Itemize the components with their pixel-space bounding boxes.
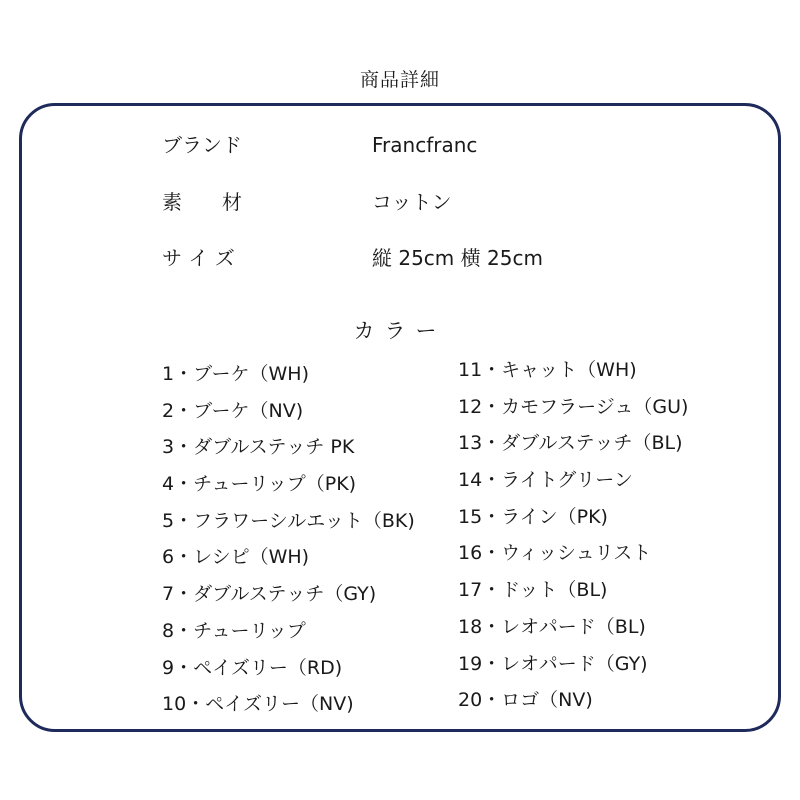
color-list-left bbox=[162, 356, 415, 723]
list-item: 7・ダブルステッチ（GY) bbox=[162, 583, 377, 606]
list-item: 16・ウィッシュリスト bbox=[458, 542, 652, 565]
list-item: 6・レシピ（WH) bbox=[162, 546, 310, 569]
list-item: 15・ライン（PK) bbox=[458, 505, 608, 528]
spec-value-size: 縦 25cm 横 25cm bbox=[372, 246, 543, 270]
list-item: 3・ダブルステッチ PK bbox=[162, 436, 355, 459]
list-item: 12・カモフラージュ（GU) bbox=[458, 395, 689, 418]
spec-label-brand: ブランド bbox=[162, 133, 242, 157]
list-item: 2・ブーケ（NV) bbox=[162, 399, 304, 422]
spec-label-size: サ イ ズ bbox=[162, 246, 235, 270]
spec-value-material: コットン bbox=[372, 190, 452, 214]
list-item: 8・チューリップ bbox=[162, 619, 306, 642]
list-item: 18・レオパード（BL) bbox=[458, 615, 646, 638]
page-title: 商品詳細 bbox=[359, 69, 440, 91]
spec-value-brand: Francfranc bbox=[372, 133, 478, 157]
spec-label-material: 素 材 bbox=[162, 190, 242, 214]
list-item: 11・キャット（WH) bbox=[458, 359, 637, 381]
list-item: 13・ダブルステッチ（BL) bbox=[458, 432, 683, 455]
list-item: 20・ロゴ（NV) bbox=[458, 689, 593, 712]
list-item: 17・ドット（BL) bbox=[458, 579, 608, 602]
color-section-title: カラー bbox=[353, 319, 447, 343]
list-item: 4・チューリップ（PK) bbox=[162, 473, 357, 496]
list-item: 1・ブーケ（WH) bbox=[162, 363, 310, 385]
list-item: 19・レオパード（GY) bbox=[458, 652, 648, 675]
list-item: 9・ペイズリー（RD) bbox=[162, 656, 343, 679]
list-item: 14・ライトグリーン bbox=[458, 469, 633, 492]
list-item: 5・フラワーシルエット（BK) bbox=[162, 509, 415, 532]
list-item: 10・ペイズリー（NV) bbox=[162, 693, 354, 716]
color-list-right bbox=[458, 352, 688, 719]
